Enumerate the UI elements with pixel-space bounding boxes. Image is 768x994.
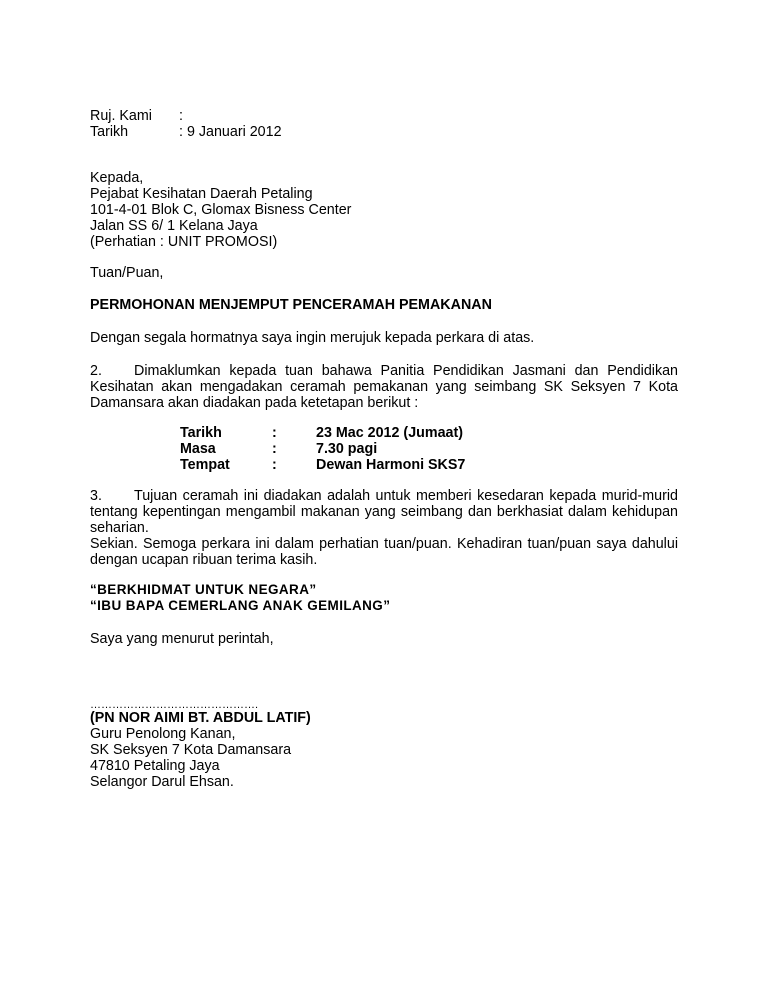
para3-line1-text: Tujuan ceramah ini diadakan adalah untuk memberi kesedaran kepada murid-murid bbox=[134, 488, 678, 504]
detail-row-tarikh bbox=[180, 425, 580, 441]
para3-line3: seharian. bbox=[90, 520, 149, 536]
para2-line1 bbox=[90, 363, 678, 379]
para3-number: 3. bbox=[90, 488, 102, 504]
tarikh-value: : 9 Januari 2012 bbox=[179, 124, 282, 140]
closing-line1: Sekian. Semoga perkara ini dalam perhatian tuan/puan. Kehadiran tuan/puan saya dahului bbox=[90, 536, 678, 552]
signatory-addr2: 47810 Petaling Jaya bbox=[90, 758, 220, 774]
tarikh-row bbox=[90, 124, 678, 140]
slogans-block bbox=[90, 582, 678, 614]
slogan-line1: “BERKHIDMAT UNTUK NEGARA” bbox=[90, 582, 317, 597]
greeting-block bbox=[90, 265, 678, 281]
tarikh-label: Tarikh bbox=[90, 124, 129, 140]
subject-block bbox=[90, 297, 678, 313]
signature-dots: ………………………………………. bbox=[90, 699, 259, 711]
recipient-line3: Jalan SS 6/ 1 Kelana Jaya bbox=[90, 218, 258, 234]
detail-label: Tempat bbox=[180, 457, 230, 473]
signatory-addr1: SK Seksyen 7 Kota Damansara bbox=[90, 742, 292, 758]
para2-line1-text: Dimaklumkan kepada tuan bahawa Panitia Pendidikan Jasmani dan Pendidikan bbox=[134, 363, 678, 379]
para3-line2: tentang kepentingan mengambil makanan yang seimbang dan berkhasiat dalam kehidupan bbox=[90, 504, 678, 520]
para2-line3: Damansara akan diadakan pada ketetapan berikut : bbox=[90, 395, 419, 411]
signatory-addr3: Selangor Darul Ehsan. bbox=[90, 774, 234, 790]
sign-off-block bbox=[90, 631, 678, 647]
para2-line2: Kesihatan akan mengadakan ceramah pemakanan yang seimbang SK Seksyen 7 Kota bbox=[90, 379, 678, 395]
recipient-line4: (Perhatian : UNIT PROMOSI) bbox=[90, 234, 278, 250]
intro-block bbox=[90, 330, 678, 346]
subject-heading: PERMOHONAN MENJEMPUT PENCERAMAH PEMAKANAN bbox=[90, 297, 492, 313]
detail-row-tempat bbox=[180, 457, 580, 473]
signatory-name: (PN NOR AIMI BT. ABDUL LATIF) bbox=[90, 710, 311, 726]
recipient-line2: 101-4-01 Blok C, Glomax Bisness Center bbox=[90, 202, 352, 218]
para2-number: 2. bbox=[90, 363, 102, 379]
slogan-line2: “IBU BAPA CEMERLANG ANAK GEMILANG” bbox=[90, 598, 391, 613]
paragraph-2 bbox=[90, 363, 678, 411]
closing-line2: dengan ucapan ribuan terima kasih. bbox=[90, 552, 318, 568]
ruj-value: : bbox=[179, 108, 183, 124]
recipient-line1: Pejabat Kesihatan Daerah Petaling bbox=[90, 186, 313, 202]
detail-value: 7.30 pagi bbox=[316, 441, 378, 457]
detail-value: Dewan Harmoni SKS7 bbox=[316, 457, 466, 473]
ruj-row bbox=[90, 108, 678, 124]
para3-line1 bbox=[90, 488, 678, 504]
intro-text: Dengan segala hormatnya saya ingin merujuk kepada perkara di atas. bbox=[90, 330, 535, 346]
detail-label: Masa bbox=[180, 441, 216, 457]
detail-value: 23 Mac 2012 (Jumaat) bbox=[316, 425, 464, 441]
greeting: Tuan/Puan, bbox=[90, 265, 164, 281]
paragraph-3 bbox=[90, 488, 678, 536]
detail-row-masa bbox=[180, 441, 580, 457]
reference-block bbox=[90, 108, 678, 140]
closing-paragraph bbox=[90, 536, 678, 568]
detail-colon: : bbox=[272, 425, 277, 441]
recipient-to: Kepada, bbox=[90, 170, 144, 186]
signature-block bbox=[90, 700, 678, 790]
detail-colon: : bbox=[272, 441, 277, 457]
signatory-title: Guru Penolong Kanan, bbox=[90, 726, 236, 742]
sign-off: Saya yang menurut perintah, bbox=[90, 631, 274, 647]
detail-label: Tarikh bbox=[180, 425, 222, 441]
event-details bbox=[180, 425, 580, 473]
ruj-label: Ruj. Kami bbox=[90, 108, 152, 124]
recipient-block bbox=[90, 170, 678, 250]
detail-colon: : bbox=[272, 457, 277, 473]
